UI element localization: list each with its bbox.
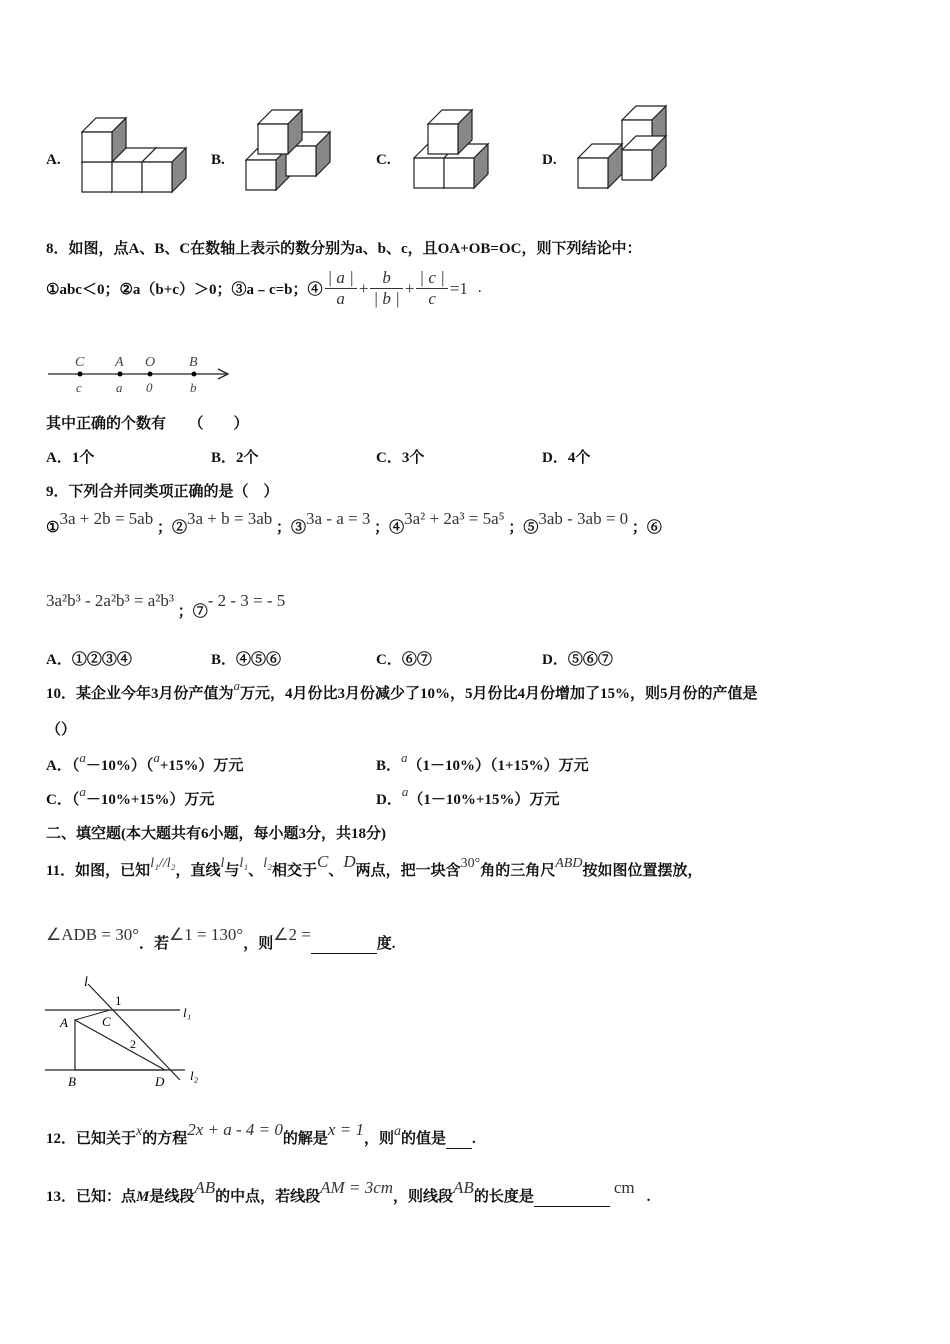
q8-option-c[interactable]: C．3个 [376, 450, 425, 466]
cube [82, 118, 126, 162]
q9-eq4: 3a² + 2a³ = 5a⁵ [404, 509, 505, 528]
q12-stem: 12．已知关于x的方程2x + a - 4 = 0的解是x = 1，则a的值是 . [46, 1120, 476, 1147]
q8-fraction-3: $\frac{| c |}{c}$ [416, 268, 447, 309]
cube [258, 110, 302, 154]
svg-text:l: l [84, 975, 88, 990]
svg-text:2: 2 [130, 1037, 136, 1051]
q9-eq7: - 2 - 3 = - 5 [207, 591, 286, 610]
section-2-heading: 二、填空题(本大题共有6小题，每小题3分，共18分) [46, 826, 386, 842]
q9-eq5: 3ab - 3ab = 0 [538, 509, 629, 528]
number-line-point [118, 372, 123, 377]
q7-option-d-label: D. [542, 152, 557, 168]
q8-stem: 8．如图，点A、B、C在数轴上表示的数分别为a、b、c，且OA+OB=OC，则下列结论中： [46, 241, 642, 257]
cube [142, 148, 186, 192]
cube [428, 110, 472, 154]
q11-condition: ∠ADB = 30°．若∠1 = 130°，则∠2 = 度. [46, 925, 396, 952]
q9-items-line2: 3a²b³ - 2a²b³ = a²b³ ；⑦- 2 - 3 = - 5 [46, 591, 286, 620]
q8-period: . [477, 280, 482, 296]
q9-eq3: 3a - a = 3 [306, 509, 371, 528]
number-line-point-label: C [75, 355, 85, 370]
q9-stem: 9．下列合并同类项正确的是（ ） [46, 484, 279, 500]
svg-text:B: B [68, 1074, 76, 1089]
q9-eq6: 3a²b³ - 2a²b³ = a²b³ [46, 591, 174, 610]
q10-stem: 10．某企业今年3月份产值为a万元，4月份比3月份减少了10%，5月份比4月份增加了15%，则5月份的产值是 [46, 678, 758, 702]
q11-geometry-figure [40, 972, 210, 1092]
q8-equals: =1 [449, 278, 468, 298]
q7-option-a-label: A. [46, 152, 61, 168]
number-line-point [148, 372, 153, 377]
number-line-figure [44, 350, 244, 400]
q8-question: 其中正确的个数有 （ ） [46, 416, 249, 432]
q12-answer-blank[interactable] [446, 1131, 472, 1149]
q8-statements: ①abc＜0；②a（b+c）＞0；③a﹣c=b；④ $\frac{| a |}{a}$ + $\frac{b}{| b |}$ + $\frac{| c |}{c}$ =1 . [46, 268, 482, 308]
q10-option-d[interactable]: D．a（1－10%+15%）万元 [376, 784, 560, 808]
number-line-value-label: 0 [146, 380, 153, 395]
q9-eq2: 3a + b = 3ab [186, 509, 273, 528]
cube-figures [0, 0, 950, 220]
svg-text:D: D [155, 1074, 165, 1089]
q9-eq1: 3a + 2b = 5ab [59, 509, 154, 528]
q8-statement-text: ①abc＜0；②a（b+c）＞0；③a﹣c=b；④ [46, 282, 323, 298]
q9-option-c[interactable]: C．⑥⑦ [376, 652, 432, 668]
svg-text:l₁: l₁ [183, 1005, 192, 1020]
q13-answer-blank[interactable] [534, 1189, 610, 1207]
q10-option-b[interactable]: B．a（1－10%）（1+15%）万元 [376, 750, 589, 774]
number-line-point-label: A [115, 355, 124, 370]
q9-option-b[interactable]: B．④⑤⑥ [211, 652, 282, 668]
number-line-point [78, 372, 83, 377]
q13-stem: 13．已知：点M是线段AB的中点，若线段AM = 3cm，则线段AB的长度是 cm . [46, 1178, 651, 1205]
number-line-value-label: c [76, 380, 82, 395]
q8-option-d[interactable]: D．4个 [542, 450, 591, 466]
q10-option-a[interactable]: A．（a－10%）（a+15%）万元 [46, 750, 244, 774]
svg-text:l₂: l₂ [190, 1068, 199, 1083]
q8-option-b[interactable]: B．2个 [211, 450, 259, 466]
svg-text:A: A [60, 1015, 68, 1030]
q11-stem: 11．如图，已知l₁//l₂，直线l与l₁、l₂相交于C、D两点，把一块含30°角的三角尺ABD按如图位置摆放， [46, 852, 703, 879]
cube [622, 136, 666, 180]
q9-items-line1: ①3a + 2b = 5ab ；②3a + b = 3ab ；③3a - a = 3 ；④3a² + 2a³ = 5a⁵ ；⑤3ab - 3ab = 0 ；⑥ [46, 509, 662, 536]
q8-fraction-2: $\frac{b}{| b |}$ [370, 268, 402, 309]
q8-fraction-1: $\frac{| a |}{a}$ [325, 268, 357, 309]
svg-text:1: 1 [115, 993, 122, 1008]
q9-option-d[interactable]: D．⑤⑥⑦ [542, 652, 613, 668]
q9-option-a[interactable]: A．①②③④ [46, 652, 132, 668]
number-line-point [192, 372, 197, 377]
cube [578, 144, 622, 188]
number-line-value-label: b [190, 380, 197, 395]
svg-text:C: C [102, 1014, 111, 1029]
number-line-point-label: O [145, 355, 156, 370]
number-line-value-label: a [116, 380, 123, 395]
q10-paren: （） [46, 722, 77, 738]
q11-answer-blank[interactable] [311, 936, 377, 954]
q7-option-c-label: C. [376, 152, 391, 168]
q7-option-b-label: B. [211, 152, 225, 168]
number-line-point-label: B [189, 355, 198, 370]
q8-option-a[interactable]: A．1个 [46, 450, 95, 466]
q10-option-c[interactable]: C．（a－10%+15%）万元 [46, 784, 215, 808]
